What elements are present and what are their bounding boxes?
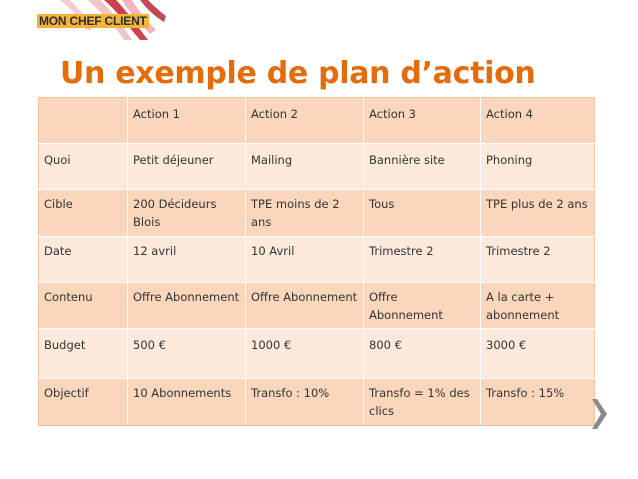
table-cell: 1000 €	[246, 329, 364, 379]
table-header-cell: Action 1	[128, 98, 246, 144]
logo-text: MON CHEF CLIENT	[39, 14, 147, 28]
row-label: Contenu	[39, 283, 128, 329]
table-header-cell: Action 4	[481, 98, 595, 144]
table-cell: Transfo : 10%	[246, 379, 364, 426]
table-cell: Offre Abonnement	[246, 283, 364, 329]
table-cell: Offre Abonnement	[128, 283, 246, 329]
table-cell: 10 Abonnements	[128, 379, 246, 426]
table-cell: 200 Décideurs Blois	[128, 190, 246, 237]
table-header-cell: Action 2	[246, 98, 364, 144]
slide-title: Un exemple de plan d’action	[60, 56, 536, 91]
row-label: Budget	[39, 329, 128, 379]
chevron-right-icon[interactable]	[589, 397, 609, 431]
table-cell: Transfo : 15%	[481, 379, 595, 426]
table-cell: TPE plus de 2 ans	[481, 190, 595, 237]
table-cell: Trimestre 2	[481, 237, 595, 283]
table-header-cell	[39, 98, 128, 144]
table-cell: 500 €	[128, 329, 246, 379]
table-row	[39, 144, 595, 190]
action-plan-table	[38, 97, 595, 426]
table-cell: TPE moins de 2 ans	[246, 190, 364, 237]
logo	[0, 0, 170, 42]
row-label: Quoi	[39, 144, 128, 190]
table-cell: Phoning	[481, 144, 595, 190]
table-cell: Bannière site	[364, 144, 481, 190]
table-cell: Offre Abonnement	[364, 283, 481, 329]
table-row	[39, 283, 595, 329]
table-cell: Petit déjeuner	[128, 144, 246, 190]
table-cell: 12 avril	[128, 237, 246, 283]
table-row	[39, 190, 595, 237]
table-cell: Mailing	[246, 144, 364, 190]
table-row	[39, 329, 595, 379]
table-cell: Tous	[364, 190, 481, 237]
row-label: Cible	[39, 190, 128, 237]
table-cell: 3000 €	[481, 329, 595, 379]
table-cell: A la carte + abonnement	[481, 283, 595, 329]
row-label: Objectif	[39, 379, 128, 426]
table-row	[39, 379, 595, 426]
table-header-cell: Action 3	[364, 98, 481, 144]
table-cell: Trimestre 2	[364, 237, 481, 283]
table-cell: 800 €	[364, 329, 481, 379]
table-cell: 10 Avril	[246, 237, 364, 283]
table-header-row	[39, 98, 595, 144]
row-label: Date	[39, 237, 128, 283]
table-cell: Transfo = 1% des clics	[364, 379, 481, 426]
table-row	[39, 237, 595, 283]
